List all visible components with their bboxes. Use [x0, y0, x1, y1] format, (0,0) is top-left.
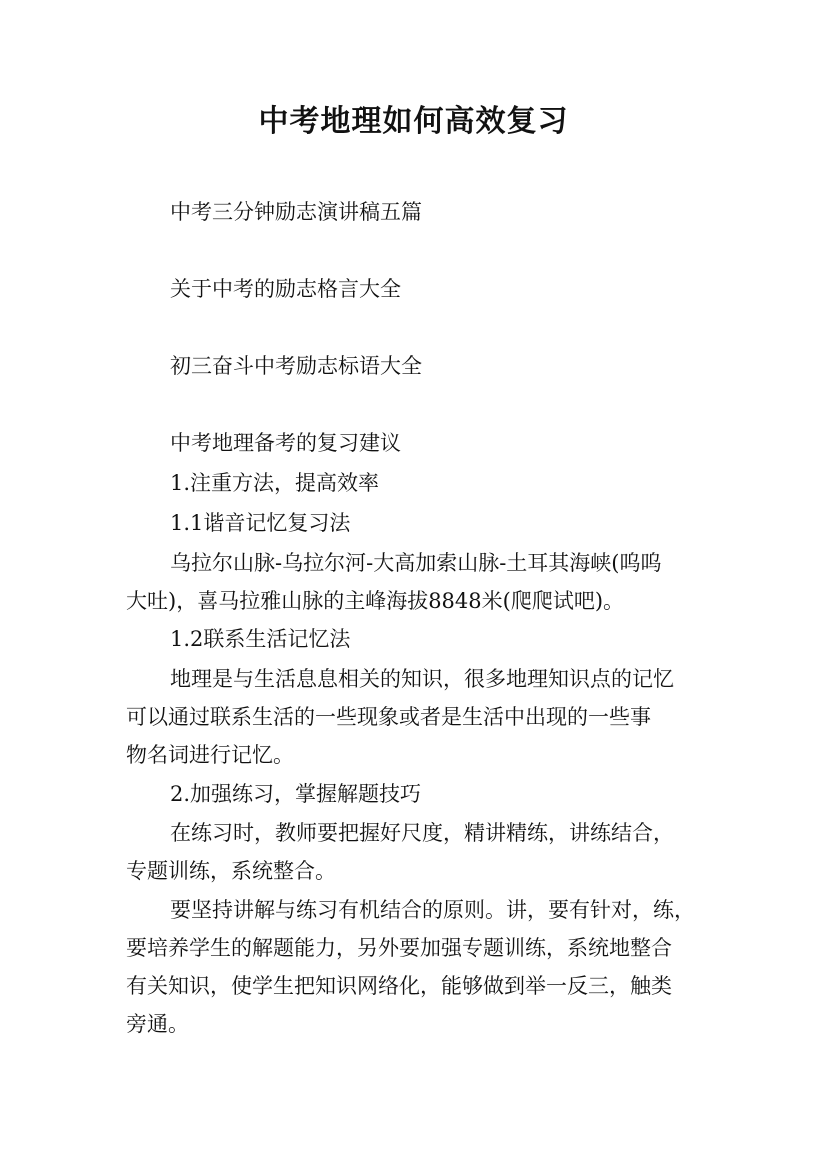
paragraph-line: 乌拉尔山脉-乌拉尔河-大高加索山脉-土耳其海峡(呜呜 — [170, 551, 662, 575]
paragraph-line: 有关知识，使学生把知识网络化，能够做到举一反三，触类 — [126, 974, 672, 998]
paragraph-line: 大吐)，喜马拉雅山脉的主峰海拔8848米(爬爬试吧)。 — [126, 589, 625, 613]
paragraph-line: 地理是与生活息息相关的知识，很多地理知识点的记忆 — [170, 667, 674, 691]
related-link-1[interactable]: 中考三分钟励志演讲稿五篇 — [170, 200, 422, 224]
paragraph-line: 旁通。 — [126, 1012, 189, 1036]
paragraph-line: 专题训练，系统整合。 — [126, 859, 336, 883]
paragraph-line: 要培养学生的解题能力，另外要加强专题训练，系统地整合 — [126, 936, 672, 960]
related-link-3[interactable]: 初三奋斗中考励志标语大全 — [170, 354, 422, 378]
section-1-heading: 1.注重方法，提高效率 — [170, 471, 380, 495]
subsection-1-1-heading: 1.1谐音记忆复习法 — [170, 511, 351, 535]
related-link-2[interactable]: 关于中考的励志格言大全 — [170, 277, 401, 301]
subsection-1-2-heading: 1.2联系生活记忆法 — [170, 627, 351, 651]
section-2-heading: 2.加强练习，掌握解题技巧 — [170, 782, 422, 806]
paragraph-line: 物名词进行记忆。 — [126, 743, 294, 767]
section-heading: 中考地理备考的复习建议 — [170, 431, 401, 455]
page-title: 中考地理如何高效复习 — [258, 104, 569, 139]
paragraph-line: 可以通过联系生活的一些现象或者是生活中出现的一些事 — [126, 705, 651, 729]
paragraph-line: 在练习时，教师要把握好尺度，精讲精练，讲练结合， — [170, 821, 674, 845]
paragraph-line: 要坚持讲解与练习有机结合的原则。讲，要有针对，练， — [170, 898, 695, 922]
